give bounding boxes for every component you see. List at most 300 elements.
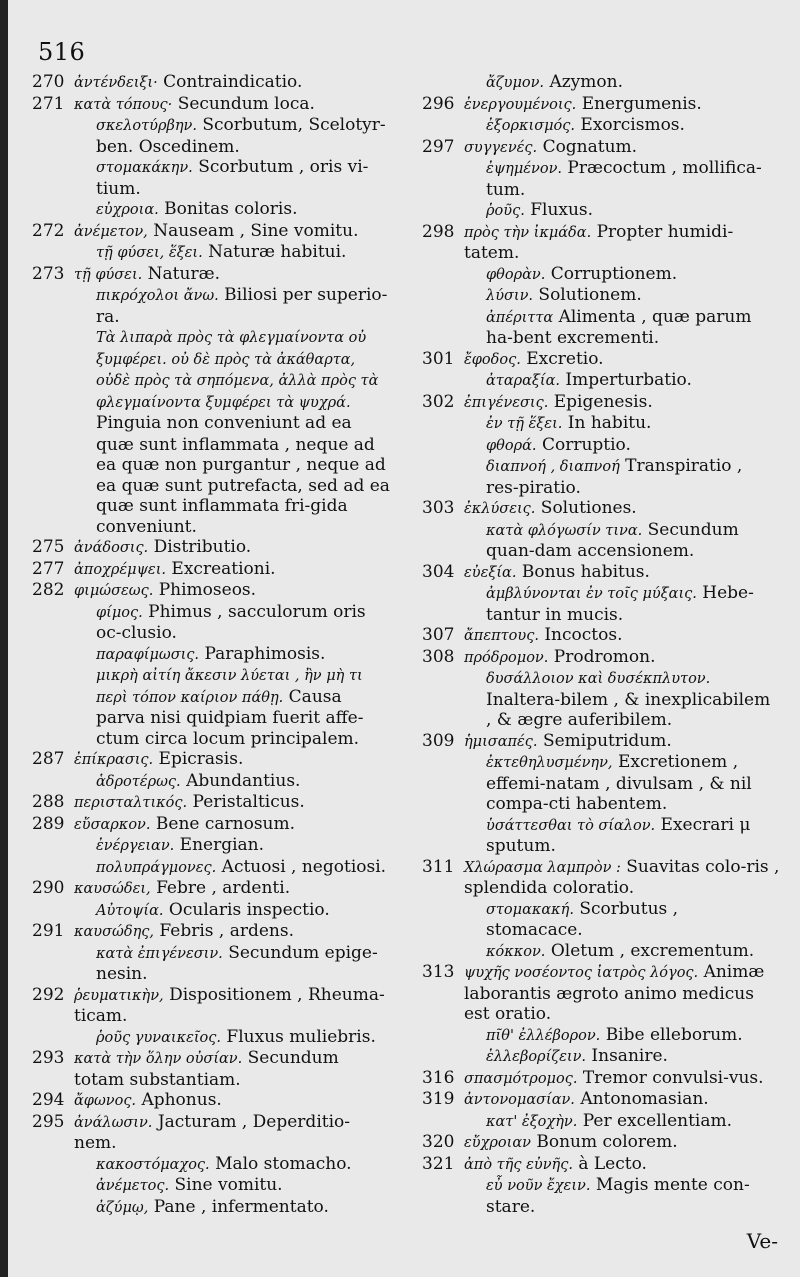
greek-term: πρόδρομον.	[464, 649, 549, 666]
entry-number	[32, 1175, 74, 1197]
glossary-entry	[422, 1089, 780, 1111]
latin-translation: Suavitas colo-ris , splendida coloratio.	[464, 856, 780, 898]
entry-text	[464, 349, 780, 371]
glossary-entry	[422, 137, 780, 159]
greek-term: ἐπίκρασις.	[74, 752, 154, 768]
latin-translation: Ocularis inspectio.	[168, 899, 330, 920]
glossary-entry	[32, 72, 390, 94]
latin-translation: Energumenis.	[581, 93, 702, 114]
latin-translation: Tremor convulsi-vus.	[582, 1067, 764, 1088]
entry-number: 291	[32, 921, 65, 941]
latin-translation: Secundum quan-dam accensionem.	[486, 519, 739, 561]
latin-translation: Pinguia non conveniunt ad ea quæ sunt inflammata , neque ad ea quæ non purgantur , neque ad ea quæ sunt putrefacta, sed ad ea quæ sunt inflammata fri-gida conveniunt.	[96, 413, 390, 537]
entry-number: 270	[32, 72, 65, 92]
glossary-entry	[422, 731, 780, 753]
latin-translation: Secundum loca.	[177, 93, 315, 114]
latin-translation: Magis mente con-stare.	[486, 1175, 750, 1217]
entry-text	[464, 200, 780, 222]
latin-translation: Solutionem.	[538, 285, 642, 305]
greek-term: στομακακή.	[486, 901, 574, 918]
latin-translation: Corruptionem.	[550, 263, 678, 284]
greek-term: περισταλτικός.	[74, 795, 188, 811]
glossary-entry	[422, 857, 780, 899]
greek-term: ἐκτεθηλυσμένην,	[486, 755, 613, 771]
entry-text	[74, 835, 390, 857]
greek-term: φθορά.	[486, 437, 537, 454]
entry-number	[32, 602, 74, 644]
latin-translation: Azymon.	[549, 72, 623, 92]
entry-text	[74, 1048, 390, 1090]
glossary-entry	[422, 625, 780, 647]
entry-number	[422, 370, 464, 392]
glossary-entry	[422, 962, 780, 1025]
latin-translation: Antonomasian.	[580, 1089, 709, 1109]
entry-text	[464, 1068, 780, 1090]
latin-translation: Corruptio.	[541, 434, 631, 455]
latin-translation: Jacturam , Deperditio-nem.	[74, 1111, 350, 1153]
entry-number: 313	[422, 962, 455, 982]
entry-text	[464, 72, 780, 94]
entry-text	[464, 562, 780, 584]
glossary-entry	[422, 752, 780, 815]
glossary-entry	[32, 537, 390, 559]
glossary-entry	[422, 307, 780, 349]
greek-term: ἀνέμετος.	[96, 1178, 170, 1194]
glossary-columns	[32, 72, 780, 1257]
greek-term: τῇ φύσει, ἕξει.	[96, 245, 203, 261]
entry-text	[74, 900, 390, 922]
greek-term: ἀμβλύνονται ἐν τοῖς μύξαις.	[486, 586, 697, 602]
greek-term: ἀταραξία.	[486, 373, 560, 389]
entry-number	[422, 815, 464, 857]
entry-text	[74, 749, 390, 771]
latin-translation: Bonus habitus.	[521, 561, 650, 582]
glossary-entry	[32, 199, 390, 221]
latin-translation: Malo stomacho.	[215, 1153, 352, 1174]
greek-term: ῥευματικὴν,	[74, 987, 164, 1004]
entry-text	[464, 815, 780, 857]
entry-text	[464, 137, 780, 159]
entry-number	[422, 158, 464, 200]
entry-number	[32, 943, 74, 985]
entry-text	[464, 1111, 780, 1133]
entry-text	[464, 264, 780, 286]
entry-number: 271	[32, 93, 65, 114]
latin-translation: Semiputridum.	[542, 730, 672, 751]
entry-number: 304	[422, 561, 455, 582]
latin-translation: à Lecto.	[578, 1153, 647, 1174]
latin-translation: Actuosi , negotiosi.	[221, 856, 387, 877]
right-column	[422, 72, 780, 1257]
greek-term: ἀζύμῳ,	[96, 1199, 149, 1216]
entry-text	[464, 94, 780, 116]
greek-term: ῥοῦς γυναικεῖος.	[96, 1029, 222, 1046]
glossary-entry	[422, 264, 780, 286]
entry-number	[32, 835, 74, 857]
greek-term: φθορὰν.	[486, 266, 546, 283]
greek-term: ἐξορκισμός.	[486, 118, 575, 134]
glossary-entry	[422, 1025, 780, 1047]
entry-number	[422, 1046, 464, 1068]
glossary-entry	[422, 222, 780, 264]
latin-translation: Excretionem , effemi-natam , divulsam , & nil compa-cti habentem.	[486, 752, 752, 814]
latin-translation: Prodromon.	[553, 646, 656, 667]
entry-text	[74, 559, 390, 581]
entry-text	[464, 158, 780, 200]
entry-text	[74, 413, 390, 537]
greek-term: ἀποχρέμψει.	[74, 561, 167, 578]
entry-text	[74, 602, 390, 644]
entry-text	[464, 1025, 780, 1047]
greek-term: πολυπράγμονες.	[96, 859, 217, 876]
entry-number: 287	[32, 749, 65, 769]
glossary-entry	[422, 668, 780, 731]
glossary-entry	[32, 327, 390, 413]
glossary-entry	[32, 1175, 390, 1197]
entry-text	[464, 115, 780, 137]
entry-number	[422, 72, 464, 94]
latin-translation: Scorbutum , oris vi-tium.	[96, 157, 369, 199]
greek-term: συγγενές.	[464, 139, 538, 156]
latin-translation: Fluxus.	[530, 200, 594, 220]
glossary-entry	[32, 835, 390, 857]
greek-term: κατὰ τόπους·	[74, 96, 173, 113]
greek-term: ἄζυμον.	[486, 75, 545, 91]
greek-term: ἀνάδοσις.	[74, 540, 149, 556]
latin-translation: Pane , infermentato.	[153, 1196, 329, 1217]
entry-number	[422, 899, 464, 941]
latin-translation: Per excellentiam.	[582, 1110, 733, 1131]
glossary-entry	[32, 749, 390, 771]
entry-text	[74, 285, 390, 327]
page-number: 516	[38, 38, 86, 66]
entry-number	[422, 941, 464, 963]
latin-translation: Sine vomitu.	[174, 1175, 283, 1195]
greek-term: ἀνέμετον,	[74, 223, 148, 240]
glossary-entry	[422, 1046, 780, 1068]
glossary-entry	[32, 1027, 390, 1049]
greek-term: κόκκον.	[486, 943, 546, 960]
latin-translation: Secundum totam substantiam.	[74, 1048, 339, 1090]
greek-term: καυσώδης,	[74, 924, 154, 940]
entry-number	[422, 115, 464, 137]
entry-number: 319	[422, 1089, 455, 1109]
greek-term: φιμώσεως.	[74, 583, 154, 599]
glossary-entry	[32, 242, 390, 264]
greek-term: ἐψημένον.	[486, 161, 563, 177]
glossary-entry	[32, 814, 390, 836]
entry-text	[74, 580, 390, 602]
latin-translation: Imperturbatio.	[565, 370, 692, 390]
latin-translation: Alimenta , quæ parum ha-bent excrementi.	[486, 306, 752, 348]
greek-term: ἐλλεβορίζειν.	[486, 1049, 587, 1065]
entry-number: 316	[422, 1067, 455, 1088]
greek-term: ῥοῦς.	[486, 203, 525, 219]
entry-number: 282	[32, 580, 65, 600]
entry-number	[422, 1025, 464, 1047]
entry-text	[74, 878, 390, 900]
entry-text	[74, 264, 390, 286]
entry-number	[422, 752, 464, 815]
entry-number	[422, 307, 464, 349]
glossary-entry	[32, 943, 390, 985]
entry-text	[74, 1027, 390, 1049]
entry-number	[422, 520, 464, 562]
greek-term: στομακάκην.	[96, 160, 193, 176]
latin-translation: Scorbutum, Scelotyr-ben. Oscedinem.	[96, 115, 386, 157]
greek-term: σπασμότρομος.	[464, 1070, 578, 1087]
greek-term: κατὰ τὴν ὅλην οὐσίαν.	[74, 1051, 243, 1067]
entry-text	[74, 1112, 390, 1154]
greek-term: κατὰ ἐπιγένεσιν.	[96, 945, 223, 962]
entry-number	[422, 200, 464, 222]
entry-text	[74, 1154, 390, 1176]
greek-term: πρὸς τὴν ἰκμάδα.	[464, 224, 592, 241]
latin-translation: Cognatum.	[542, 136, 638, 157]
latin-translation: Febris , ardens.	[159, 921, 294, 941]
glossary-entry	[32, 771, 390, 793]
entry-number	[32, 1027, 74, 1049]
latin-translation: In habitu.	[567, 413, 652, 433]
glossary-entry	[32, 1197, 390, 1219]
greek-term: μικρὴ αἰτίη ἄκεσιν λύεται , ἢν μὴ τι περὶ τόπον καίριον πάθῃ.	[96, 668, 363, 706]
entry-text	[74, 115, 390, 157]
glossary-entry	[422, 583, 780, 625]
greek-term: κακοστόμαχος.	[96, 1156, 210, 1173]
entry-text	[74, 985, 390, 1027]
entry-number	[422, 413, 464, 435]
latin-translation: Propter humidi-tatem.	[464, 221, 734, 263]
entry-number	[422, 1111, 464, 1133]
entry-number: 288	[32, 792, 65, 812]
entry-number: 301	[422, 348, 455, 369]
entry-number: 321	[422, 1153, 455, 1174]
entry-text	[74, 94, 390, 116]
latin-translation: Bonitas coloris.	[164, 199, 298, 219]
glossary-entry	[32, 413, 390, 537]
greek-term: εὐεξία.	[464, 564, 517, 581]
entry-text	[464, 435, 780, 457]
entry-text	[74, 537, 390, 559]
latin-translation: Scorbutus , stomacace.	[486, 898, 679, 940]
entry-number	[422, 668, 464, 731]
entry-number	[32, 199, 74, 221]
latin-translation: Transpiratio , res-piratio.	[486, 456, 743, 498]
greek-term: παραφίμωσις.	[96, 646, 200, 663]
entry-text	[464, 899, 780, 941]
greek-term: ἀνάλωσιν.	[74, 1114, 153, 1131]
greek-term: ἀπέριττα	[486, 309, 554, 326]
latin-translation: Animæ laborantis ægroto animo medicus est oratio.	[464, 962, 765, 1024]
glossary-entry	[32, 878, 390, 900]
entry-number	[32, 644, 74, 666]
entry-text	[464, 583, 780, 625]
entry-text	[464, 962, 780, 1025]
entry-number	[422, 264, 464, 286]
entry-number: 275	[32, 537, 65, 557]
latin-translation: Secundum epige-nesin.	[96, 942, 378, 984]
latin-translation: Naturæ habitui.	[208, 242, 347, 262]
greek-term: κατὰ φλόγωσίν τινα.	[486, 522, 643, 539]
entry-number	[32, 115, 74, 157]
glossary-entry	[422, 456, 780, 498]
glossary-entry	[32, 221, 390, 243]
entry-number: 289	[32, 813, 65, 834]
entry-text	[74, 814, 390, 836]
glossary-entry	[32, 665, 390, 749]
glossary-entry	[32, 792, 390, 814]
entry-text	[464, 222, 780, 264]
latin-translation: Excreationi.	[171, 558, 276, 579]
greek-term: ἐν τῇ ἕξει.	[486, 416, 563, 432]
entry-number	[32, 285, 74, 327]
entry-text	[74, 157, 390, 199]
glossary-entry	[32, 1154, 390, 1176]
greek-term: Αὐτοψία.	[96, 902, 164, 919]
entry-number: 307	[422, 625, 455, 645]
glossary-entry	[32, 602, 390, 644]
latin-translation: Phimoseos.	[158, 580, 257, 600]
latin-translation: Execrari μ sputum.	[486, 814, 751, 856]
entry-number	[32, 157, 74, 199]
entry-text	[464, 520, 780, 562]
greek-term: δυσάλλοιον καὶ δυσέκπλυτον.	[486, 671, 711, 687]
glossary-entry	[32, 1112, 390, 1154]
entry-text	[464, 456, 780, 498]
entry-number: 273	[32, 263, 65, 284]
glossary-entry	[422, 413, 780, 435]
latin-translation: Nauseam , Sine vomitu.	[153, 220, 359, 241]
latin-translation: Præcoctum , mollifica-tum.	[486, 158, 762, 200]
glossary-entry	[422, 1068, 780, 1090]
entry-text	[464, 731, 780, 753]
glossary-entry	[422, 158, 780, 200]
greek-term: ἐνέργειαν.	[96, 838, 175, 854]
entry-number: 297	[422, 136, 455, 157]
glossary-entry	[32, 115, 390, 157]
entry-text	[464, 1154, 780, 1176]
entry-number: 295	[32, 1111, 65, 1132]
entry-number: 298	[422, 221, 455, 242]
glossary-entry	[32, 900, 390, 922]
greek-term: πικρόχολοι ἄνω.	[96, 288, 219, 304]
entry-number	[32, 1154, 74, 1176]
entry-number	[422, 435, 464, 457]
entry-text	[74, 1090, 390, 1112]
latin-translation: Hebe-tantur in mucis.	[486, 583, 754, 625]
greek-term: φίμος.	[96, 604, 143, 621]
glossary-entry	[422, 200, 780, 222]
greek-term: εὔσαρκον.	[74, 816, 151, 833]
latin-translation: Fluxus muliebris.	[226, 1026, 376, 1047]
entry-number	[32, 242, 74, 264]
glossary-entry	[422, 562, 780, 584]
latin-translation: Causa parva nisi quidpiam fuerit affe-ctum circa locum principalem.	[96, 686, 364, 749]
entry-text	[464, 857, 780, 899]
glossary-entry	[422, 647, 780, 669]
glossary-entry	[422, 1175, 780, 1217]
greek-term: ἡμισαπές.	[464, 733, 538, 750]
latin-translation: Phimus , sacculorum oris oc-clusio.	[96, 601, 366, 643]
glossary-entry	[32, 285, 390, 327]
greek-term: Χλώρασμα λαμπρὸν :	[464, 859, 621, 876]
greek-term: ἀντονομασίαν.	[464, 1092, 575, 1108]
entry-text	[74, 943, 390, 985]
entry-text	[464, 285, 780, 307]
entry-text	[74, 72, 390, 94]
greek-term: ἄπεπτους.	[464, 628, 539, 644]
entry-number: 303	[422, 498, 455, 518]
entry-number: 309	[422, 730, 455, 751]
left-column	[32, 72, 390, 1257]
glossary-entry	[32, 644, 390, 666]
glossary-entry	[32, 921, 390, 943]
entry-text	[464, 1089, 780, 1111]
entry-number	[32, 857, 74, 879]
latin-translation: Bonum colorem.	[536, 1132, 678, 1152]
latin-translation: Peristalticus.	[192, 792, 305, 812]
entry-text	[74, 857, 390, 879]
entry-text	[74, 199, 390, 221]
greek-term: εὔχροιαν	[464, 1135, 531, 1151]
entry-number: 308	[422, 646, 455, 667]
glossary-entry	[422, 1154, 780, 1176]
glossary-entry	[422, 349, 780, 371]
entry-text	[464, 1046, 780, 1068]
greek-term: ἐκλύσεις.	[464, 501, 536, 517]
greek-term: ἄφωνος.	[74, 1093, 137, 1109]
entry-number: 320	[422, 1132, 455, 1152]
latin-translation: Epigenesis.	[553, 391, 653, 412]
greek-term: διαπνοή , διαπνοή	[486, 459, 620, 475]
entry-text	[464, 498, 780, 520]
entry-number: 290	[32, 878, 65, 898]
glossary-entry	[422, 899, 780, 941]
latin-translation: Excretio.	[526, 348, 604, 369]
greek-term: ἐπιγένεσις.	[464, 394, 549, 411]
entry-text	[464, 1132, 780, 1154]
entry-number	[32, 771, 74, 793]
latin-translation: Aphonus.	[141, 1090, 222, 1110]
glossary-entry	[422, 72, 780, 94]
latin-translation: Exorcismos.	[580, 115, 685, 135]
glossary-entry	[422, 1132, 780, 1154]
glossary-entry	[32, 157, 390, 199]
entry-number: 302	[422, 391, 455, 412]
latin-translation: Febre , ardenti.	[156, 878, 291, 898]
greek-term: εὖ νοῦν ἔχειν.	[486, 1178, 591, 1194]
entry-number	[32, 413, 74, 537]
latin-translation: Incoctos.	[544, 625, 623, 645]
entry-text	[464, 752, 780, 815]
greek-term: καυσώδει,	[74, 881, 151, 897]
greek-term: ὑσάττεσθαι τὸ σίαλον.	[486, 817, 656, 834]
entry-number	[422, 583, 464, 625]
glossary-entry	[32, 264, 390, 286]
greek-term: Τὰ λιπαρὰ πρὸς τὰ φλεγμαίνοντα οὐ ξυμφέρει. οὐ δὲ πρὸς τὰ ἀκάθαρτα, οὐδὲ πρὸς τὰ σηπόμενα, ἀλλὰ πρὸς τὰ φλεγμαίνοντα ξυμφέρει τὰ ψυχρά.	[96, 330, 379, 411]
latin-translation: Epicrasis.	[158, 749, 244, 769]
entry-text	[464, 307, 780, 349]
glossary-entry	[32, 857, 390, 879]
greek-term: ἀντένδειξι·	[74, 75, 158, 91]
glossary-entry	[32, 985, 390, 1027]
latin-translation: Solutiones.	[540, 498, 637, 518]
entry-number	[32, 327, 74, 413]
latin-translation: Inaltera-bilem , & inexplicabilem , & ægre auferibilem.	[486, 689, 771, 730]
entry-text	[464, 668, 780, 731]
entry-number: 311	[422, 856, 455, 877]
glossary-entry	[422, 392, 780, 414]
